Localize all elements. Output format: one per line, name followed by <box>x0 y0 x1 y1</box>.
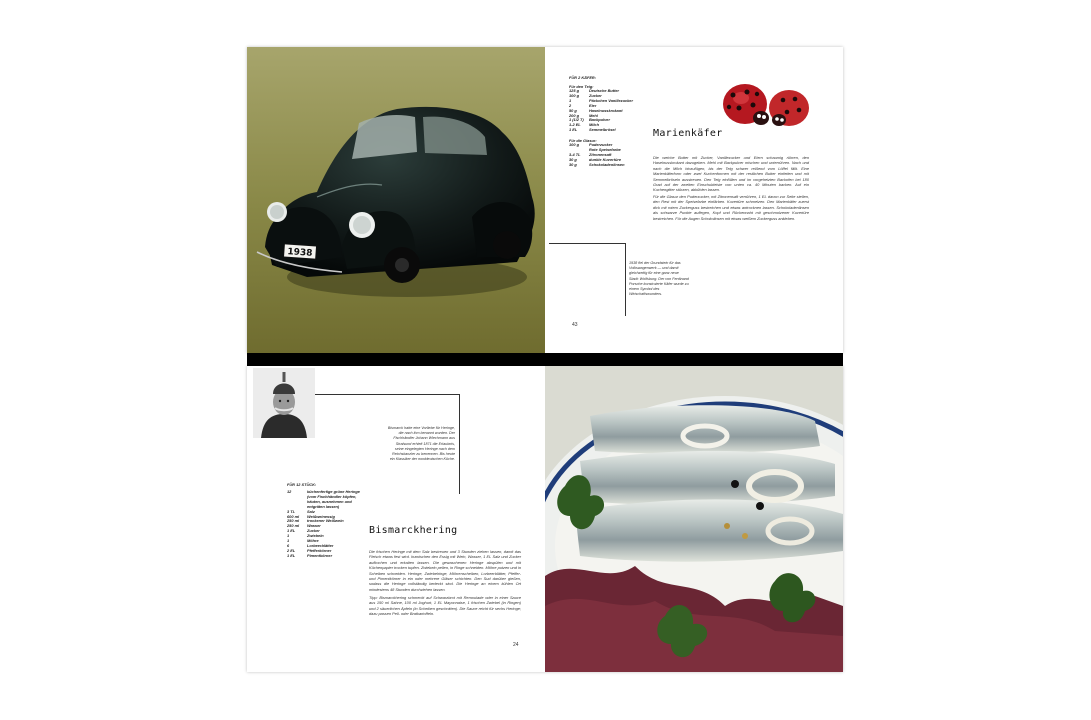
ingredient-name: Mehl <box>589 112 598 118</box>
recipe-paragraph-2: Für die Glasur den Puderzucker, mit Zitronensaft verrühren, 1 EL davon zur Seite stellen, den Rest mit der Speisefarbe einfärben. Kuvertüre schmelzen. Den Marienkäfer zuerst dick mit rotem Zuckerguss bestreichen und etwas antrocknen lassen. Schokoladenlinsen als schwarze Punkte auflegen, Kopf und Rückennaht mit geschmolzener Kuvertüre bestreichen. Für die Augen Schokolinsen mit etwas weißem Zuckerguss ankleben. <box>653 194 809 221</box>
ladybug-cakes-image <box>717 80 817 130</box>
ingredient-quantity: 1 <box>287 533 290 539</box>
ingredient-quantity: 1 <box>569 97 572 103</box>
ingredient-quantity: 12 <box>287 489 292 494</box>
ingredients-header: FÜR 2 KÄFER: <box>569 75 597 80</box>
ingredient-quantity: 1 (1/2 T) <box>569 117 584 123</box>
ingredient-name: Deutsche Butter <box>589 88 620 93</box>
bismarck-portrait <box>253 368 315 438</box>
ingredient-quantity: 100 g <box>569 92 579 98</box>
ingredient-quantity: 1 EL <box>569 127 578 133</box>
ingredient-row <box>569 128 639 133</box>
caption-rule-horizontal <box>549 243 625 244</box>
top-spread <box>247 47 843 353</box>
ingredients-header: FÜR 12 STÜCK: <box>287 482 317 487</box>
ingredient-name: Schokoladenlinsen <box>589 161 625 167</box>
ingredient-name: Salz <box>307 508 315 514</box>
ingredient-name: Backpulver <box>589 117 610 123</box>
ingredient-row <box>287 490 367 510</box>
caption-rule-vertical <box>459 394 460 494</box>
ingredient-name: Wasser <box>307 523 321 529</box>
ingredient-quantity: 1 EL <box>287 552 296 558</box>
herring-dish-photo <box>545 366 843 672</box>
ingredient-quantity: 1 <box>287 538 290 544</box>
ingredient-quantity: 1-2 EL <box>569 122 581 128</box>
recipe-paragraph-1: Die frischen Heringe mit dem Salz bestreuen und 3 Stunden ziehen lassen, damit das Fleisch etwas fest wird. Inzwischen den Essig mit Wein, Wasser, 1 EL Salz und Zucker aufkochen und erkalten lassen. Die gewaschenen Heringe abspülen und mit Küchenpapier trocken tupfen. Zwiebeln pellen, in Ringe schneiden. Möhre putzen und in Scheiben schneiden. Heringe, Zwiebelringe, Möhrenscheiben, Lorbeerblätter, Pfeffer- und Pimentkörner in ein oder mehrere Gläser schichten. Den Sud darüber gießen, sodass die Heringe vollständig bedeckt sind. Die Heringe an einem kühlen Ort mindestens 48 Stunden durchziehen lassen. <box>369 549 521 592</box>
ingredient-quantity: 3 TL <box>287 508 295 514</box>
portrait-caption: Bismarck hatte eine Vorliebe für Heringe, die nach ihm benannt wurden. Der Fischhändler Johann Wiechmann aus Stralsund erhielt 1871 die Erlaubnis, seine eingelegten Heringe nach dem Reichskanzler zu benennen. Bis heute ein Klassiker der norddeutschen Küche. <box>387 426 455 462</box>
ingredient-name: Pfefferkörner <box>307 547 332 553</box>
ingredient-quantity: 200 g <box>569 112 579 118</box>
herring-items <box>287 490 367 559</box>
license-plate-text: 1938 <box>287 247 313 259</box>
ingredient-quantity: 125 g <box>569 88 579 93</box>
ingredient-name: Weißweinessig <box>307 513 335 519</box>
ingredients-list <box>287 482 367 559</box>
ingredient-name: Zwiebeln <box>307 533 324 539</box>
ingredient-name: dunkle Kuvertüre <box>589 156 621 162</box>
spread-divider <box>247 353 843 366</box>
dough-items <box>569 89 639 133</box>
ingredient-name: Zitronensaft <box>589 151 612 157</box>
page-number: 24 <box>513 642 519 648</box>
ingredient-quantity: 50 g <box>569 107 577 113</box>
caption-rule-horizontal <box>315 394 459 395</box>
ingredient-quantity: 30 g <box>569 156 577 162</box>
ingredient-quantity: 250 ml <box>287 523 300 529</box>
recipe-page-right <box>545 47 843 353</box>
recipe-page-left <box>247 366 545 672</box>
ingredient-quantity: 6 <box>287 542 290 548</box>
ingredient-name: Pimentkörner <box>307 552 333 558</box>
ingredient-name: küchenfertige grüne Heringe (vom Fischhändler köpfen, häuten, ausnehmen und entgräten lassen) <box>307 489 360 509</box>
ingredient-quantity: 250 ml <box>287 518 300 524</box>
ingredient-name: Lorbeerblätter <box>307 542 334 548</box>
ingredient-name: Zucker <box>589 92 602 98</box>
vintage-beetle-car-photo <box>247 47 545 353</box>
ingredient-quantity: 2 <box>569 102 572 108</box>
photo-caption: 1938 fiel der Grundstein für das Volkswagenwerk — und damit gleichzeitig für eine ganz neue Stadt: Wolfsburg. Der von Ferdinand Porsche konstruierte Käfer wurde zu einem Symbol des Wirtschaftswunders. <box>629 261 689 297</box>
ingredient-name: Rote Speisefarbe <box>589 147 621 153</box>
ingredient-quantity: 3-4 TL <box>569 151 581 157</box>
ingredient-quantity: 600 ml <box>287 513 300 519</box>
ingredient-name: Päckchen Vanillezucker <box>589 97 633 103</box>
ingredient-quantity: 100 g <box>569 142 579 148</box>
bottom-spread <box>247 366 843 672</box>
ingredient-name: trockener Weißwein <box>307 518 344 524</box>
recipe-title: Marienkäfer <box>653 128 723 139</box>
ingredient-name: Milch <box>589 122 599 128</box>
ingredient-name: Möhre <box>307 538 319 544</box>
recipe-paragraph-1: Die weiche Butter mit Zucker, Vanillezucker und Eiern schaumig rühren, den Haselnusskrokant dazugeben. Mehl mit Backpulver mischen und unterrühren. Nach und nach die Milch hinzufügen, bis der Teig schwer reißend vom Löffel fällt. Eine Marienkäferform oder zwei Kuchenformen mit der restlichen Butter einfetten und mit Semmelbröseln ausstreuen. Den Teig einfüllen und im vorgeheizten Backofen bei 180 Grad auf der zweiten Einschubleiste von unten ca. 40 Minuten backen. Auf ein Kuchengitter stürzen, abkühlen lassen. <box>653 155 809 193</box>
ingredient-name: Semmelbrösel <box>589 127 616 133</box>
ingredient-name: Haselnusskrokant <box>589 107 623 113</box>
ingredient-quantity: 2 EL <box>287 547 296 553</box>
recipe-paragraph-2: Tipp: Bismarckhering schmeckt auf Schwarzbrot mit Remoulade oder in einer Sauce aus 150 ml Sahne, 100 ml Joghurt, 1 EL Mayonnaise, 1 frischen Zwiebel (in Ringen) und 2 säuerlichen Äpfeln (in Scheiben geschnitten). Die Sauce reicht für sechs Heringe; dazu passen Pell- oder Bratkartoffeln. <box>369 595 521 617</box>
caption-rule-vertical <box>625 243 626 316</box>
ingredient-quantity: 1 EL <box>287 528 296 534</box>
ingredient-name: Zucker <box>307 528 320 534</box>
glaze-label: Für die Glasur: <box>569 138 597 144</box>
ingredient-row <box>569 163 639 168</box>
dough-label: Für den Teig: <box>569 84 594 89</box>
ingredients-list <box>569 75 639 168</box>
ingredient-name: Eier <box>589 102 597 108</box>
recipe-title: Bismarckhering <box>369 525 458 536</box>
ingredient-name: Puderzucker <box>589 142 613 148</box>
ingredient-quantity: 30 g <box>569 161 577 167</box>
glaze-items <box>569 143 639 168</box>
ingredient-row <box>287 554 367 559</box>
page-number: 43 <box>572 322 578 328</box>
